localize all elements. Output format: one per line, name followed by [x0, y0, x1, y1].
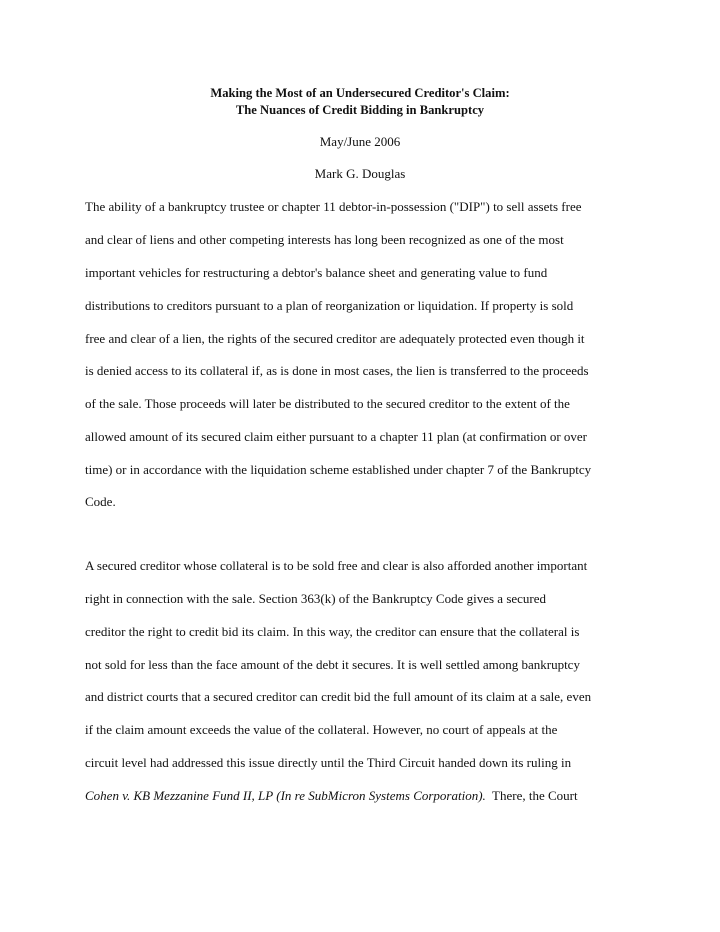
- paragraph-line: [85, 788, 578, 804]
- paragraph-line: and district courts that a secured creditor can credit bid the full amount of its claim at a sale, even: [85, 689, 592, 704]
- title-line-1: Making the Most of an Undersecured Creditor's Claim:: [210, 86, 510, 100]
- paragraph-line: and clear of liens and other competing interests has long been recognized as one of the most: [85, 232, 564, 247]
- paragraph-line: of the sale. Those proceeds will later be distributed to the secured creditor to the extent of the: [85, 396, 570, 411]
- paragraph-line: right in connection with the sale. Section 363(k) of the Bankruptcy Code gives a secured: [85, 591, 547, 606]
- title-line-2: The Nuances of Credit Bidding in Bankruptcy: [235, 103, 485, 117]
- paragraph-line: if the claim amount exceeds the value of the collateral. However, no court of appeals at the: [85, 722, 558, 737]
- paragraph-line: free and clear of a lien, the rights of the secured creditor are adequately protected even though it: [85, 331, 585, 346]
- paragraph-line: distributions to creditors pursuant to a plan of reorganization or liquidation. If property is sold: [85, 298, 574, 313]
- paragraph-line: time) or in accordance with the liquidation scheme established under chapter 7 of the Bankruptcy: [85, 462, 592, 477]
- paragraph-line: not sold for less than the face amount of the debt it secures. It is well settled among bankruptcy: [85, 657, 580, 672]
- paragraph-line: A secured creditor whose collateral is to be sold free and clear is also afforded another important: [85, 558, 588, 573]
- document-date: May/June 2006: [319, 134, 401, 149]
- paragraph-line: is denied access to its collateral if, as is done in most cases, the lien is transferred to the proceeds: [85, 363, 589, 378]
- case-citation-tail: There, the Court: [485, 788, 578, 803]
- paragraph-line: Code.: [85, 494, 116, 509]
- case-citation: Cohen v. KB Mezzanine Fund II, LP (In re SubMicron Systems Corporation).: [85, 788, 486, 803]
- document-author: Mark G. Douglas: [314, 166, 406, 181]
- paragraph-line: creditor the right to credit bid its claim. In this way, the creditor can ensure that the collateral is: [85, 624, 580, 639]
- paragraph-line: circuit level had addressed this issue directly until the Third Circuit handed down its ruling in: [85, 755, 572, 770]
- paragraph-line: allowed amount of its secured claim either pursuant to a chapter 11 plan (at confirmation or over: [85, 429, 588, 444]
- paragraph-line: The ability of a bankruptcy trustee or chapter 11 debtor-in-possession ("DIP") to sell assets free: [85, 199, 582, 214]
- paragraph-line: important vehicles for restructuring a debtor's balance sheet and generating value to fund: [85, 265, 548, 280]
